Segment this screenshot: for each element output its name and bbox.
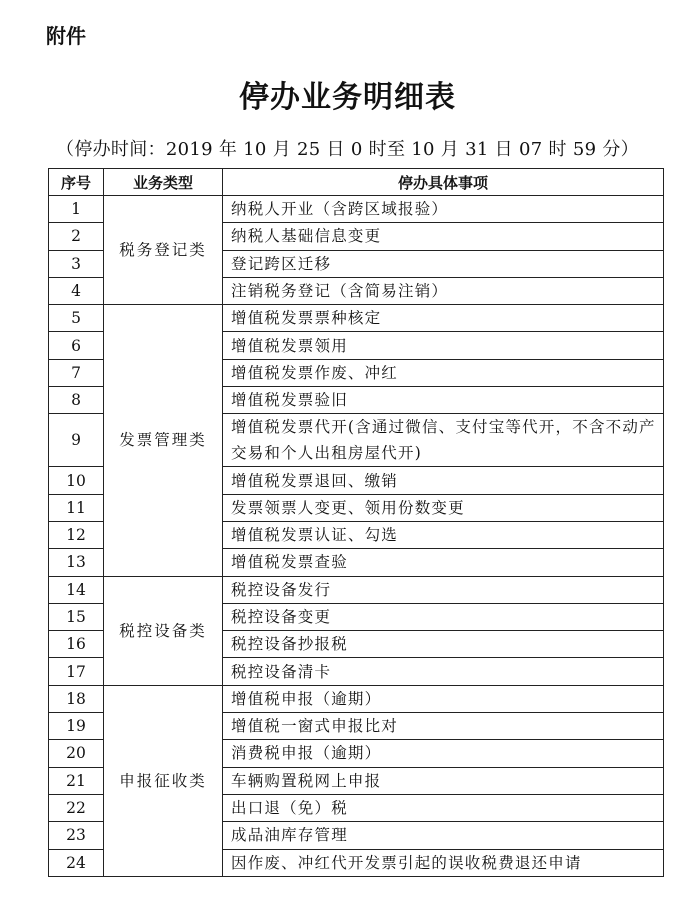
serial-number-cell: 7	[49, 359, 104, 386]
serial-number-cell: 9	[49, 414, 104, 467]
serial-number-cell: 19	[49, 713, 104, 740]
table-row	[49, 576, 664, 603]
suspended-item-cell: 增值税发票领用	[223, 332, 664, 359]
suspended-business-table	[48, 168, 664, 877]
serial-number-cell: 4	[49, 277, 104, 304]
suspended-item-cell: 增值税发票作废、冲红	[223, 359, 664, 386]
serial-number-cell: 23	[49, 822, 104, 849]
suspended-item-cell: 增值税发票代开(含通过微信、支付宝等代开，不含不动产交易和个人出租房屋代开)	[223, 414, 664, 467]
serial-number-cell: 12	[49, 521, 104, 548]
serial-number-cell: 5	[49, 305, 104, 332]
header-serial-number: 序号	[49, 169, 104, 196]
serial-number-cell: 14	[49, 576, 104, 603]
suspended-item-cell: 增值税发票查验	[223, 549, 664, 576]
suspended-item-cell: 增值税发票票种核定	[223, 305, 664, 332]
suspended-item-cell: 纳税人开业（含跨区域报验）	[223, 196, 664, 223]
business-type-cell: 发票管理类	[104, 305, 223, 576]
suspended-item-cell: 增值税一窗式申报比对	[223, 713, 664, 740]
suspended-item-cell: 登记跨区迁移	[223, 250, 664, 277]
suspended-item-cell: 增值税发票认证、勾选	[223, 521, 664, 548]
serial-number-cell: 11	[49, 494, 104, 521]
business-type-cell: 申报征收类	[104, 685, 223, 876]
business-type-cell: 税务登记类	[104, 196, 223, 305]
suspended-item-cell: 增值税发票退回、缴销	[223, 467, 664, 494]
serial-number-cell: 18	[49, 685, 104, 712]
suspended-item-cell: 消费税申报（逾期）	[223, 740, 664, 767]
suspended-item-cell: 增值税申报（逾期）	[223, 685, 664, 712]
suspended-item-cell: 发票领票人变更、领用份数变更	[223, 494, 664, 521]
suspended-item-cell: 车辆购置税网上申报	[223, 767, 664, 794]
suspended-item-cell: 纳税人基础信息变更	[223, 223, 664, 250]
business-type-cell: 税控设备类	[104, 576, 223, 685]
serial-number-cell: 2	[49, 223, 104, 250]
serial-number-cell: 21	[49, 767, 104, 794]
serial-number-cell: 6	[49, 332, 104, 359]
suspended-item-cell: 成品油库存管理	[223, 822, 664, 849]
table-header-row	[49, 169, 664, 196]
serial-number-cell: 3	[49, 250, 104, 277]
header-business-type: 业务类型	[104, 169, 223, 196]
suspended-item-cell: 税控设备抄报税	[223, 631, 664, 658]
serial-number-cell: 16	[49, 631, 104, 658]
suspension-period: （停办时间：2019 年 10 月 25 日 0 时至 10 月 31 日 07 时 59 分）	[56, 139, 639, 160]
serial-number-cell: 1	[49, 196, 104, 223]
serial-number-cell: 10	[49, 467, 104, 494]
suspended-item-cell: 税控设备发行	[223, 576, 664, 603]
suspended-item-cell: 税控设备变更	[223, 603, 664, 630]
serial-number-cell: 22	[49, 794, 104, 821]
suspended-item-cell: 注销税务登记（含简易注销）	[223, 277, 664, 304]
attachment-label: 附件	[46, 24, 86, 48]
serial-number-cell: 15	[49, 603, 104, 630]
table-row	[49, 196, 664, 223]
suspended-item-cell: 因作废、冲红代开发票引起的误收税费退还申请	[223, 849, 664, 876]
suspended-item-cell: 增值税发票验旧	[223, 387, 664, 414]
serial-number-cell: 17	[49, 658, 104, 685]
serial-number-cell: 13	[49, 549, 104, 576]
serial-number-cell: 20	[49, 740, 104, 767]
suspended-item-cell: 税控设备清卡	[223, 658, 664, 685]
suspended-item-cell: 出口退（免）税	[223, 794, 664, 821]
table-row	[49, 305, 664, 332]
header-suspended-item: 停办具体事项	[223, 169, 664, 196]
page-title: 停办业务明细表	[239, 80, 456, 115]
serial-number-cell: 8	[49, 387, 104, 414]
table-row	[49, 685, 664, 712]
serial-number-cell: 24	[49, 849, 104, 876]
